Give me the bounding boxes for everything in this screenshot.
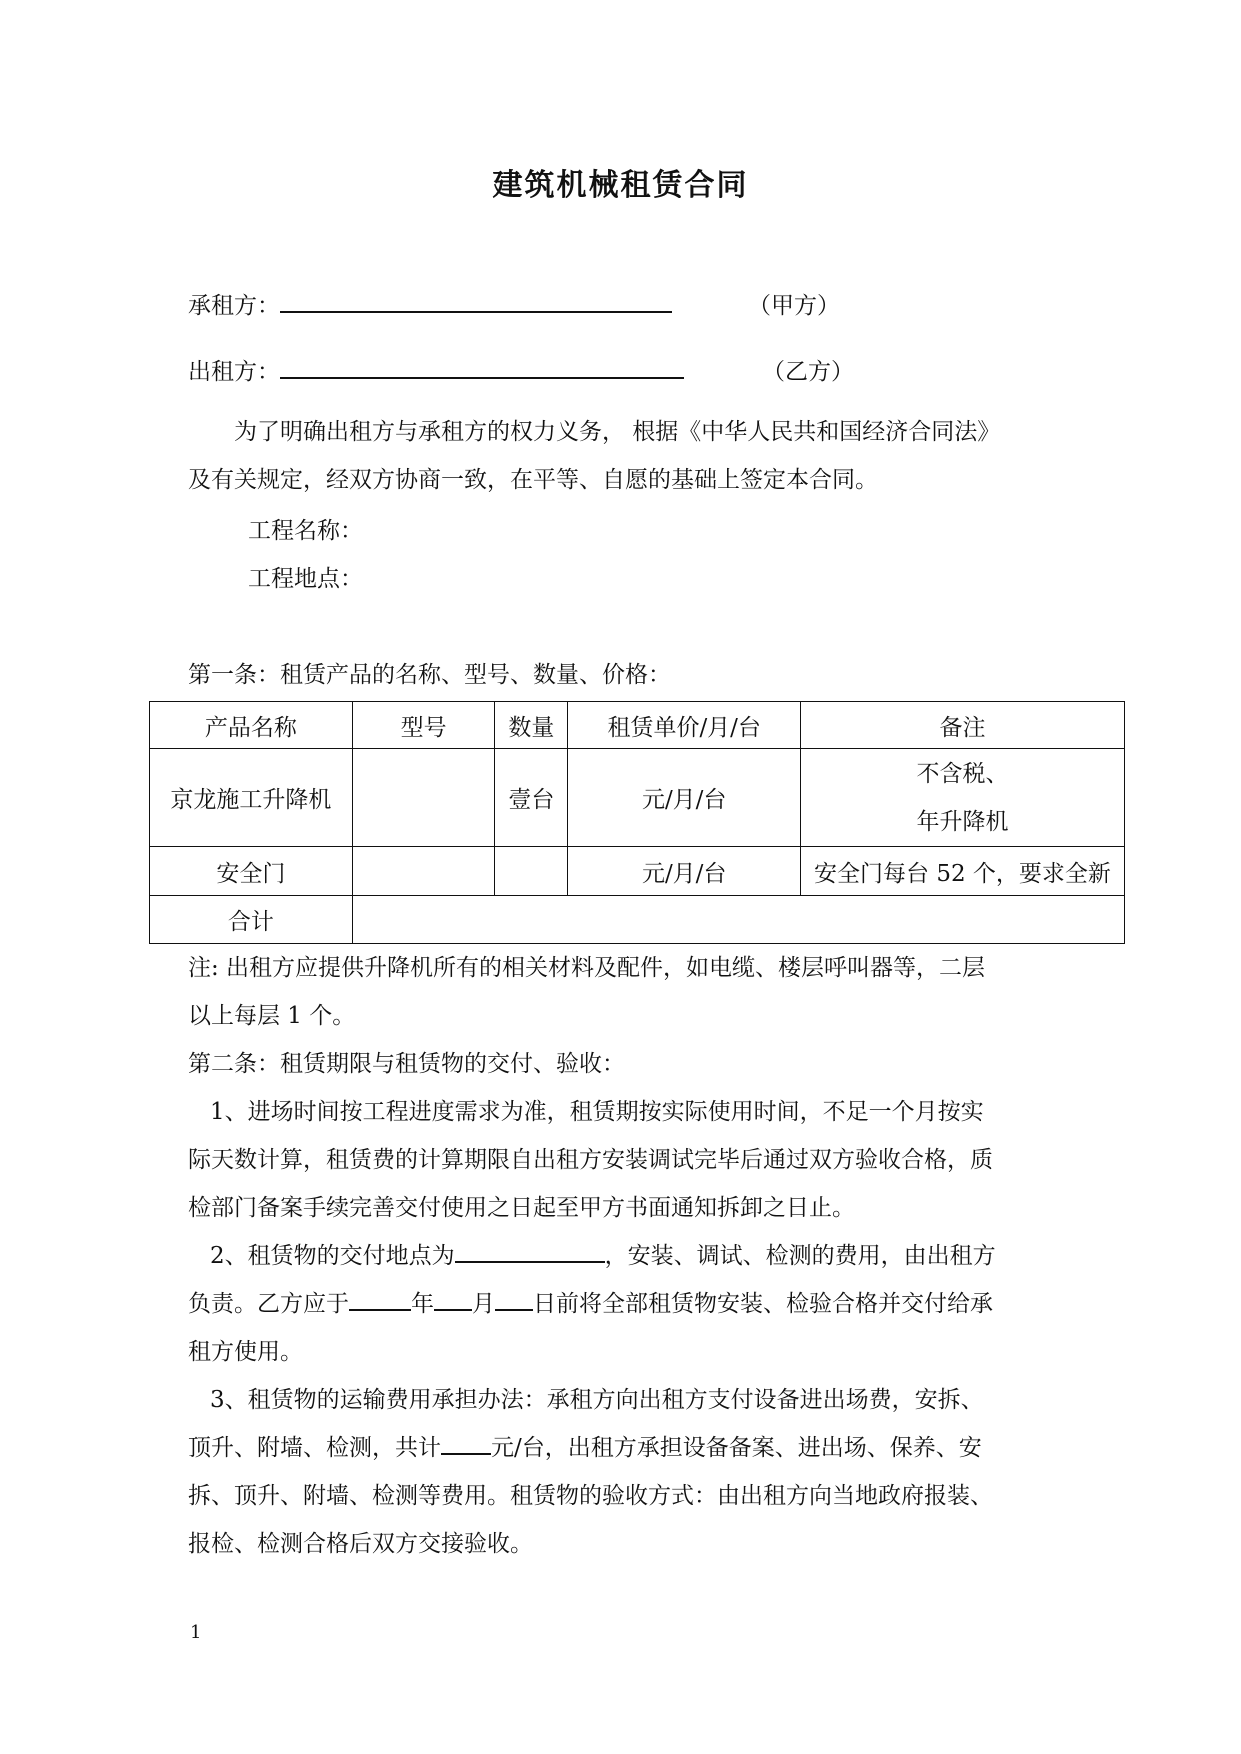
article2-item3 [188,1376,1048,1568]
item3-text-b: 元/台，出租方承担设备备案、进出场、保养、安 [491,1435,982,1461]
article2-heading: 第二条：租赁期限与租赁物的交付、验收： [188,1051,625,1077]
cell-model [352,847,495,896]
item2-text-a: 2、租赁物的交付地点为 [210,1243,455,1269]
year-blank[interactable] [349,1287,411,1311]
item3-text-a: 顶升、附墙、检测，共计 [188,1435,441,1461]
cell-model [352,749,495,847]
lessor-party: （乙方） [762,359,854,385]
cell-total-label: 合计 [150,896,353,944]
cell-unit-price: 元/月/台 [568,847,801,896]
delivery-location-blank[interactable] [455,1239,605,1263]
note-line-2: 以上每层 1 个。 [188,1003,356,1029]
remark-line-1: 不含税、 [916,760,1009,787]
item3-line-2 [188,1424,1048,1472]
cell-remark [801,749,1125,847]
item3-line-4: 报检、检测合格后双方交接验收。 [188,1531,533,1557]
header-unit-price: 租赁单价/月/台 [568,702,801,749]
rental-table [149,701,1125,944]
lessee-blank[interactable] [280,287,672,313]
lessee-label: 承租方： [188,293,280,319]
fee-blank[interactable] [441,1431,491,1455]
item2-text-d: 日前将全部租赁物安装、检验合格并交付给承 [533,1291,993,1317]
item1-line-3: 检部门备案手续完善交付使用之日起至甲方书面通知拆卸之日止。 [188,1195,855,1221]
lessor-line [188,353,684,386]
lessee-line [188,287,672,320]
cell-remark: 安全门每台 52 个，要求全新 [801,847,1125,896]
item2-line-2 [188,1280,1048,1328]
cell-unit-price: 元/月/台 [568,749,801,847]
item2-text-c: 负责。乙方应于 [188,1291,349,1317]
note-line-1: 注: 出租方应提供升降机所有的相关材料及配件，如电缆、楼层呼叫器等，二层 [188,955,986,981]
article1-heading: 第一条：租赁产品的名称、型号、数量、价格： [188,662,671,688]
header-quantity: 数量 [495,702,568,749]
intro-line-2: 及有关规定，经双方协商一致，在平等、自愿的基础上签定本合同。 [188,467,878,493]
month-label: 月 [472,1291,495,1317]
cell-total-value [352,896,1124,944]
cell-quantity [495,847,568,896]
month-blank[interactable] [434,1287,472,1311]
item2-text-b: ，安装、调试、检测的费用，由出租方 [604,1243,996,1269]
cell-product-name: 安全门 [150,847,353,896]
lessor-blank[interactable] [280,353,684,379]
lessee-party: （甲方） [748,293,840,319]
cell-quantity: 壹台 [495,749,568,847]
year-label: 年 [411,1291,434,1317]
item1-line-2: 际天数计算，租赁费的计算期限自出租方安装调试完毕后通过双方验收合格，质 [188,1147,993,1173]
item2-line-1 [188,1232,1048,1280]
day-blank[interactable] [495,1287,533,1311]
table-row [150,749,1125,847]
project-name-label: 工程名称： [248,518,363,544]
item3-line-3: 拆、顶升、附墙、检测等费用。租赁物的验收方式：由出租方向当地政府报装、 [188,1483,993,1509]
intro-paragraph [188,408,1048,504]
item2-line-3: 租方使用。 [188,1339,303,1365]
header-model: 型号 [352,702,495,749]
item3-line-1: 3、租赁物的运输费用承担办法：承租方向出租方支付设备进出场费，安拆、 [210,1387,984,1413]
article2-item2 [188,1232,1048,1376]
remark-line-2: 年升降机 [916,808,1009,835]
table-row [150,847,1125,896]
lessor-label: 出租方： [188,359,280,385]
document-title: 建筑机械租赁合同 [492,168,749,203]
page-number: 1 [190,1622,202,1643]
header-remark: 备注 [801,702,1125,749]
note-paragraph [188,944,1048,1088]
project-location-label: 工程地点： [248,566,363,592]
table-total-row [150,896,1125,944]
item1-line-1: 1、进场时间按工程进度需求为准，租赁期按实际使用时间，不足一个月按实 [210,1099,984,1125]
cell-product-name: 京龙施工升降机 [150,749,353,847]
article2-item1 [188,1088,1048,1232]
intro-line-1: 为了明确出租方与承租方的权力义务， 根据《中华人民共和国经济合同法》 [234,419,1001,445]
header-product-name: 产品名称 [150,702,353,749]
table-header-row [150,702,1125,749]
